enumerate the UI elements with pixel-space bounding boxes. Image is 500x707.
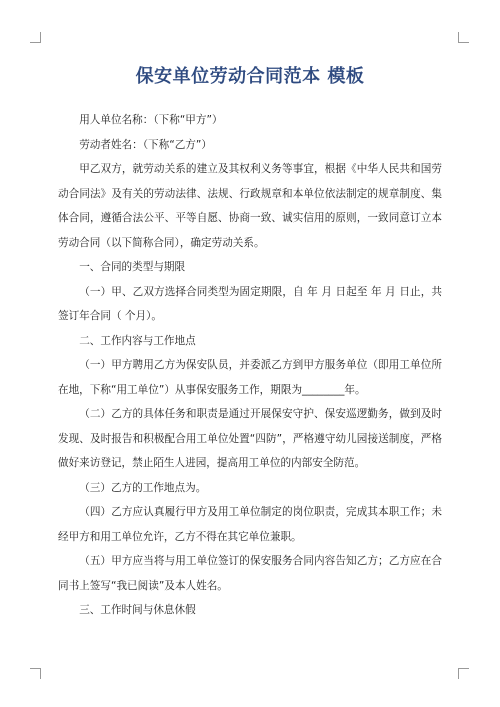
section-heading-2: 二、工作内容与工作地点: [79, 334, 196, 347]
crop-mark-top-right: [458, 32, 469, 43]
crop-mark-bottom-right: [458, 668, 469, 679]
clause-2-4: （四）乙方应认真履行甲方及用工单位制定的岗位职责，完成其本职工作；未经甲方和用工单位允许，乙方不得在其它单位兼职。: [58, 506, 442, 543]
clause-2-5: （五）甲方应当将与用工单位签订的保安服务合同内容告知乙方；乙方应在合同书上签写“我已阅读”及本人姓名。: [58, 555, 442, 592]
clause-1-1: （一）甲、乙双方选择合同类型为固定期限，自 年 月 日起至 年 月 日止，共签订年合同（ 个月）。: [58, 285, 442, 322]
employee-name-line: 劳动者姓名：（下称“乙方”）: [79, 138, 212, 151]
section-heading-1: 一、合同的类型与期限: [79, 261, 186, 273]
document-title: 保安单位劳动合同范本 模板: [135, 66, 365, 87]
employer-name-line: 用人单位名称：（下称“甲方”）: [79, 114, 223, 126]
crop-mark-top-left: [30, 32, 41, 43]
clause-2-1: （一）甲方聘用乙方为保安队员，并委派乙方到甲方服务单位（即用工单位所在地，下称“用工单位”）从事保安服务工作，期限为________年。: [58, 359, 442, 396]
section-heading-3: 三、工作时间与休息休假: [79, 604, 196, 616]
clause-2-3: （三）乙方的工作地点为。: [79, 481, 207, 494]
clause-2-2: （二）乙方的具体任务和职责是通过开展保安守护、保安巡逻勤务，做到及时发现、及时报告和积极配合用工单位处置“四防”，严格遵守幼儿园接送制度，严格做好来访登记，禁止陌生人进园，提高用工单位的内部安全防范。: [58, 408, 442, 469]
preamble-paragraph: 甲乙双方，就劳动关系的建立及其权利义务等事宜，根据《中华人民共和国劳动合同法》及有关的劳动法律、法规、行政规章和本单位依法制定的规章制度、集体合同，遵循合法公平、平等自愿、协商一致、诚实信用的原则，一致同意订立本劳动合同（以下简称合同），确定劳动关系。: [58, 163, 442, 249]
crop-mark-bottom-left: [30, 668, 41, 679]
document-body: [58, 108, 442, 623]
